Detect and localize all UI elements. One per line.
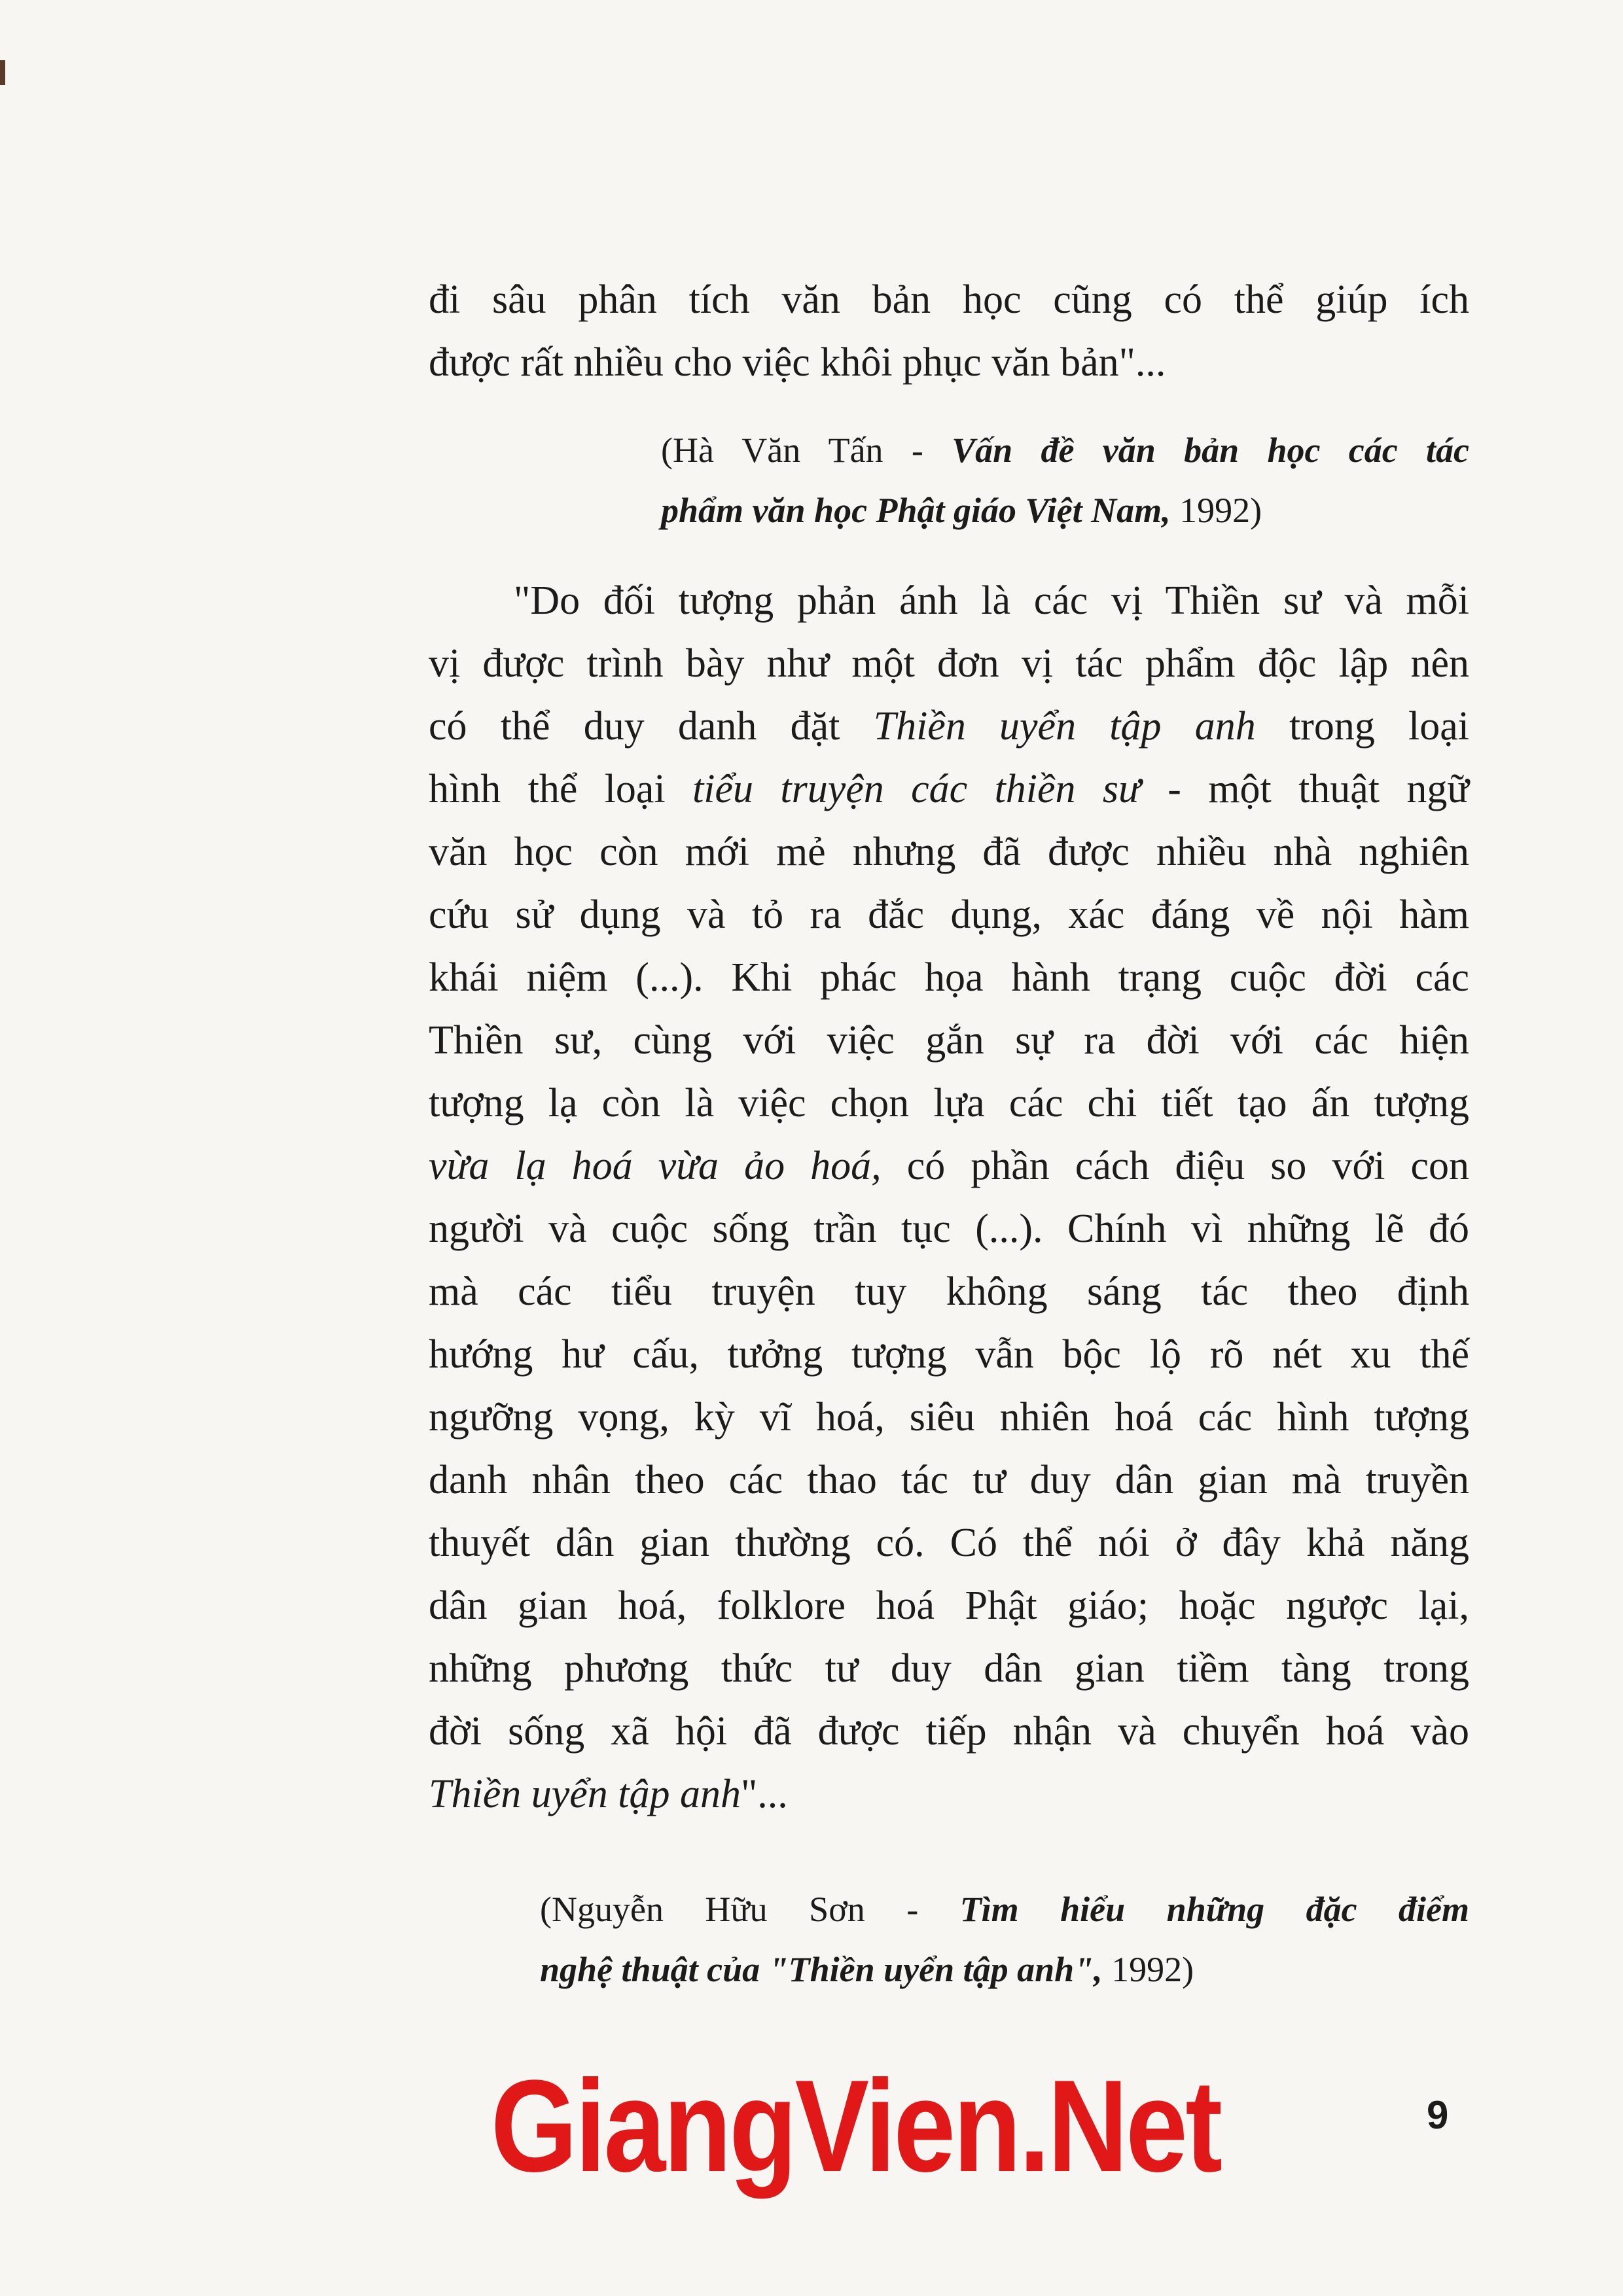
text-line: được rất nhiều cho việc khôi phục văn bản"... xyxy=(429,340,1166,385)
text-line: văn học còn mới mẻ nhưng đã được nhiều nhà nghiên xyxy=(429,830,1469,874)
text-line: khái niệm (...). Khi phác họa hành trạng cuộc đời các xyxy=(429,955,1469,1000)
quote-paragraph xyxy=(429,569,1469,1826)
text-line: hình thể loại tiểu truyện các thiền sư - một thuật ngữ xyxy=(429,767,1470,811)
text-line: mà các tiểu truyện tuy không sáng tác theo định xyxy=(429,1269,1469,1314)
continued-paragraph xyxy=(429,268,1469,394)
text-line: dân gian hoá, folklore hoá Phật giáo; hoặc ngược lại, xyxy=(429,1583,1469,1628)
citation-line: phẩm văn học Phật giáo Việt Nam, 1992) xyxy=(661,491,1262,530)
text-line: Thiền sư, cùng với việc gắn sự ra đời với các hiện xyxy=(429,1018,1469,1063)
citation-line: (Nguyễn Hữu Sơn - Tìm hiểu những đặc điểm xyxy=(540,1890,1469,1929)
text-line: thuyết dân gian thường có. Có thể nói ở đây khả năng xyxy=(429,1521,1469,1565)
text-line: hướng hư cấu, tưởng tượng vẫn bộc lộ rõ nét xu thế xyxy=(429,1332,1469,1377)
text-line: "Do đối tượng phản ánh là các vị Thiền sư và mỗi xyxy=(514,578,1469,623)
text-line: Thiền uyển tập anh"... xyxy=(429,1772,788,1816)
page-number: 9 xyxy=(1427,2093,1449,2137)
text-line: đời sống xã hội đã được tiếp nhận và chuyển hoá vào xyxy=(429,1709,1469,1754)
text-line: có thể duy danh đặt Thiền uyển tập anh trong loại xyxy=(429,704,1470,749)
citation-nguyen-huu-son xyxy=(540,1879,1469,2000)
text-line: vị được trình bày như một đơn vị tác phẩm độc lập nên xyxy=(429,641,1469,686)
text-line: đi sâu phân tích văn bản học cũng có thể giúp ích xyxy=(429,277,1469,322)
citation-title: Vấn đề văn bản học các tác xyxy=(952,431,1469,470)
citation-ha-van-tan xyxy=(661,420,1469,540)
text-line: người và cuộc sống trần tục (...). Chính vì những lẽ đó xyxy=(429,1207,1469,1251)
citation-line: nghệ thuật của "Thiền uyển tập anh", 1992) xyxy=(540,1950,1194,1989)
scan-edge-mark xyxy=(0,60,5,85)
citation-title: phẩm văn học Phật giáo Việt Nam, xyxy=(661,491,1171,530)
text-line: danh nhân theo các thao tác tư duy dân gian mà truyền xyxy=(429,1458,1469,1502)
text-line: vừa lạ hoá vừa ảo hoá, có phần cách điệu so với con xyxy=(429,1144,1469,1188)
citation-title: nghệ thuật của "Thiền uyển tập anh", xyxy=(540,1950,1103,1989)
text-line: cứu sử dụng và tỏ ra đắc dụng, xác đáng về nội hàm xyxy=(429,892,1469,937)
site-watermark: GiangVien.Net xyxy=(491,2053,1221,2199)
text-line: tượng lạ còn là việc chọn lựa các chi tiết tạo ấn tượng xyxy=(429,1081,1469,1125)
citation-line: (Hà Văn Tấn - Vấn đề văn bản học các tác xyxy=(661,431,1469,470)
text-line: ngưỡng vọng, kỳ vĩ hoá, siêu nhiên hoá các hình tượng xyxy=(429,1395,1469,1439)
text-line: những phương thức tư duy dân gian tiềm tàng trong xyxy=(429,1646,1469,1691)
citation-title: Tìm hiểu những đặc điểm xyxy=(959,1890,1469,1929)
